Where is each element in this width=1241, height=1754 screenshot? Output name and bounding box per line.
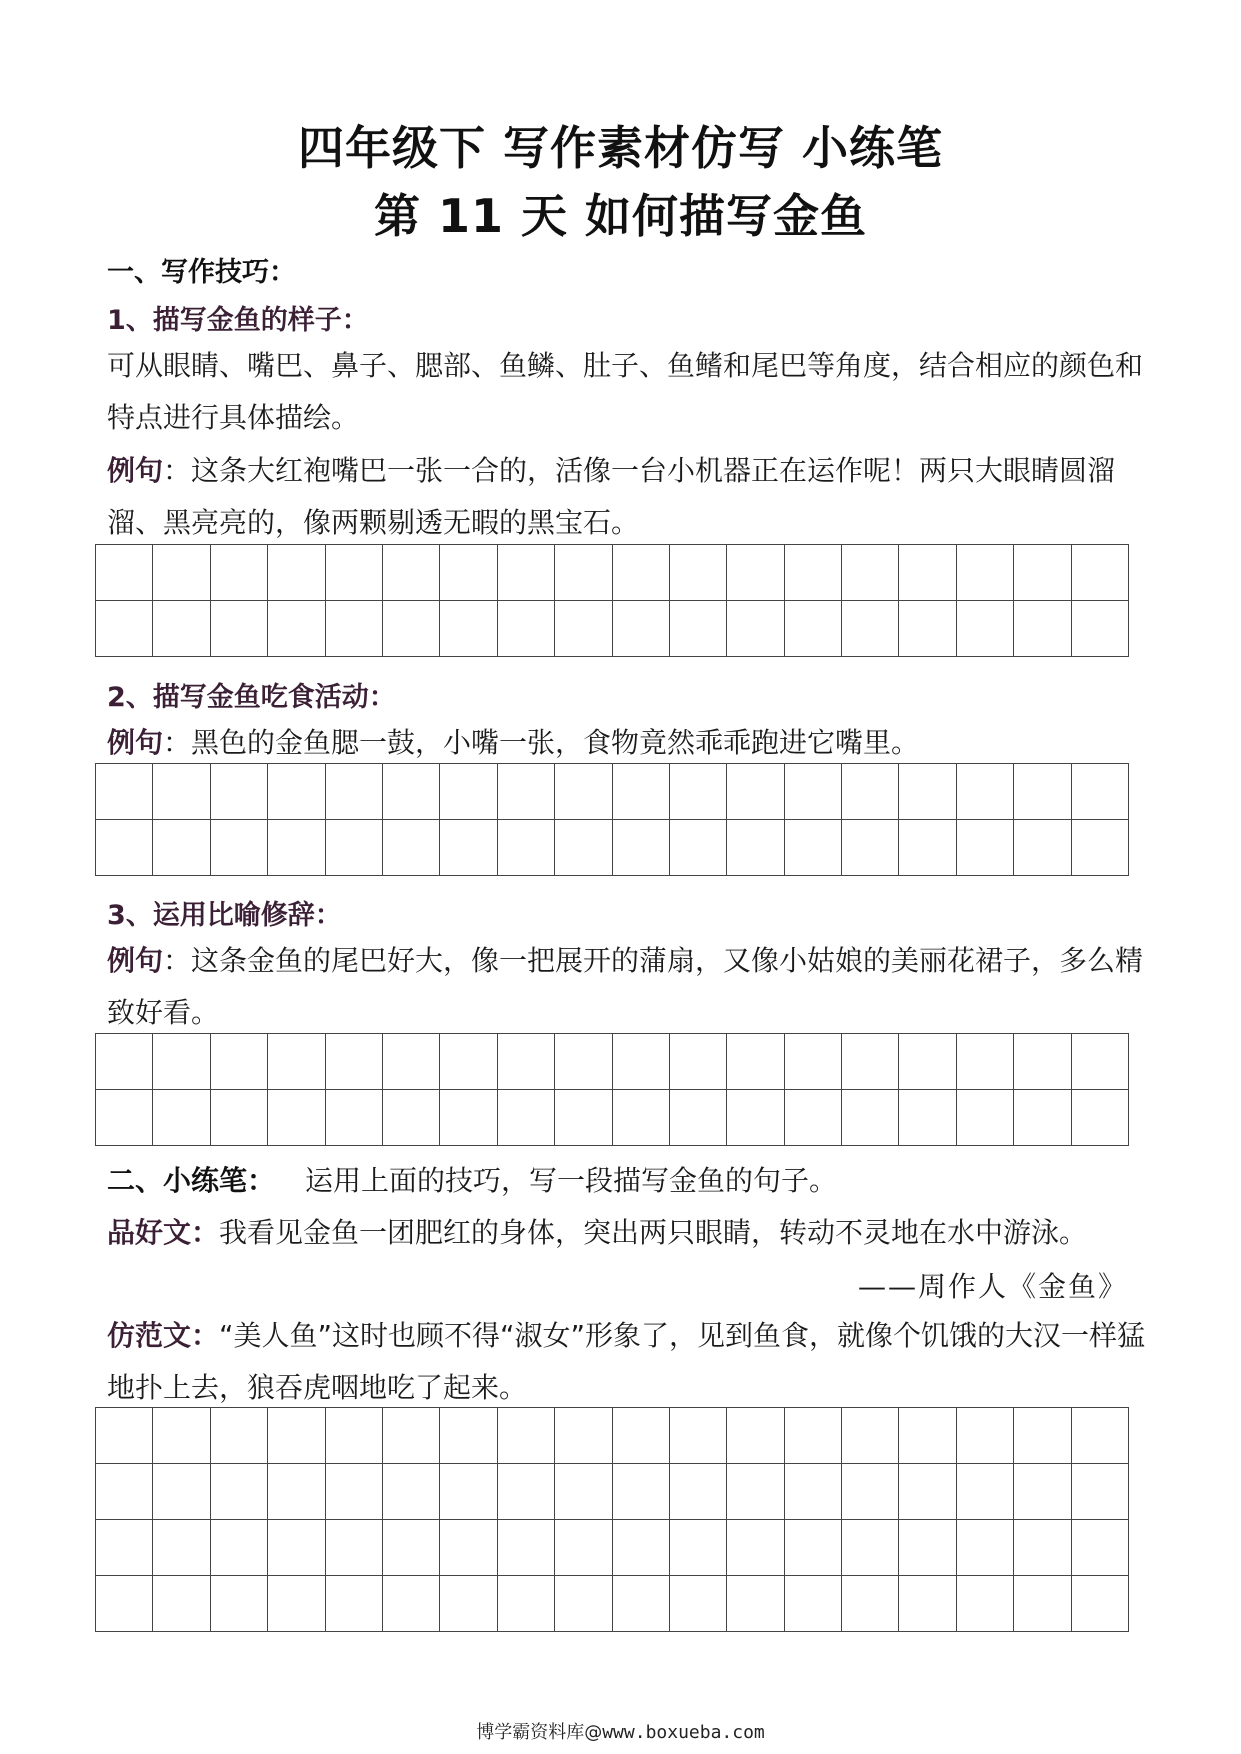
grid-cell[interactable] [842, 545, 899, 601]
grid-cell[interactable] [383, 1576, 440, 1632]
grid-cell[interactable] [268, 820, 325, 876]
section2-heading: 二、小练笔： [107, 1164, 276, 1197]
grid-cell[interactable] [957, 1090, 1014, 1146]
grid-cell[interactable] [498, 1464, 555, 1520]
grid-cell[interactable] [785, 1576, 842, 1632]
grid-cell[interactable] [211, 545, 268, 601]
grid-cell[interactable] [899, 820, 956, 876]
grid-cell[interactable] [440, 1464, 497, 1520]
grid-cell[interactable] [268, 545, 325, 601]
writing-grid-4[interactable] [95, 1407, 1129, 1632]
grid-cell[interactable] [153, 1576, 210, 1632]
grid-cell[interactable] [957, 601, 1014, 657]
grid-cell[interactable] [211, 764, 268, 820]
grid-cell[interactable] [211, 1464, 268, 1520]
grid-cell[interactable] [1014, 601, 1071, 657]
grid-cell[interactable] [555, 1034, 612, 1090]
grid-cell[interactable] [96, 1576, 153, 1632]
grid-cell[interactable] [555, 1576, 612, 1632]
grid-cell[interactable] [785, 1464, 842, 1520]
grid-cell[interactable] [383, 1408, 440, 1464]
grid-cell[interactable] [498, 545, 555, 601]
grid-cell[interactable] [153, 601, 210, 657]
grid-cell[interactable] [96, 1408, 153, 1464]
grid-cell[interactable] [440, 820, 497, 876]
grid-cell[interactable] [727, 764, 784, 820]
grid-cell[interactable] [383, 1090, 440, 1146]
grid-cell[interactable] [1072, 1464, 1129, 1520]
grid-cell[interactable] [785, 764, 842, 820]
grid-cell[interactable] [326, 545, 383, 601]
grid-cell[interactable] [785, 820, 842, 876]
grid-cell[interactable] [440, 545, 497, 601]
writing-grid-2[interactable] [95, 763, 1129, 876]
grid-cell[interactable] [785, 1520, 842, 1576]
grid-cell[interactable] [383, 1520, 440, 1576]
grid-cell[interactable] [153, 820, 210, 876]
grid-cell[interactable] [153, 1464, 210, 1520]
writing-grid-1[interactable] [95, 544, 1129, 657]
footer-site-name: 博学霸资料库@ [476, 1722, 603, 1743]
footer-watermark [0, 1718, 1241, 1744]
grid-cell[interactable] [899, 1034, 956, 1090]
page-subtitle: 第 11 天 如何描写金鱼 [373, 189, 868, 243]
grid-cell[interactable] [727, 1090, 784, 1146]
grid-cell[interactable] [670, 1408, 727, 1464]
grid-cell[interactable] [555, 601, 612, 657]
grid-cell[interactable] [670, 545, 727, 601]
grid-cell[interactable] [727, 545, 784, 601]
grid-cell[interactable] [957, 764, 1014, 820]
grid-cell[interactable] [96, 1034, 153, 1090]
grid-cell[interactable] [613, 1090, 670, 1146]
grid-cell[interactable] [727, 1034, 784, 1090]
grid-cell[interactable] [498, 601, 555, 657]
grid-cell[interactable] [957, 820, 1014, 876]
good-article-text: 我看见金鱼一团肥红的身体，突出两只眼睛，转动不灵地在水中游泳。 [219, 1216, 1088, 1249]
grid-cell[interactable] [785, 545, 842, 601]
grid-cell[interactable] [613, 1576, 670, 1632]
grid-cell[interactable] [326, 1520, 383, 1576]
grid-cell[interactable] [96, 1090, 153, 1146]
grid-cell[interactable] [899, 1520, 956, 1576]
grid-cell[interactable] [555, 764, 612, 820]
grid-cell[interactable] [153, 1520, 210, 1576]
grid-cell[interactable] [727, 1520, 784, 1576]
section2-instruction: 运用上面的技巧，写一段描写金鱼的句子。 [305, 1164, 838, 1197]
grid-cell[interactable] [1014, 545, 1071, 601]
grid-cell[interactable] [268, 1576, 325, 1632]
grid-cell[interactable] [957, 1464, 1014, 1520]
grid-cell[interactable] [727, 1576, 784, 1632]
grid-cell[interactable] [670, 820, 727, 876]
imitation-article [107, 1310, 1147, 1414]
writing-grid-3[interactable] [95, 1033, 1129, 1146]
grid-cell[interactable] [268, 1464, 325, 1520]
good-article-label: 品好文： [107, 1216, 220, 1249]
grid-cell[interactable] [670, 764, 727, 820]
grid-cell[interactable] [842, 764, 899, 820]
grid-cell[interactable] [785, 1034, 842, 1090]
grid-cell[interactable] [670, 1576, 727, 1632]
grid-cell[interactable] [1014, 1464, 1071, 1520]
grid-cell[interactable] [670, 1520, 727, 1576]
grid-cell[interactable] [383, 820, 440, 876]
grid-cell[interactable] [555, 1464, 612, 1520]
grid-cell[interactable] [498, 1408, 555, 1464]
grid-cell[interactable] [1072, 1520, 1129, 1576]
grid-cell[interactable] [1014, 1520, 1071, 1576]
good-article-source: ——周作人《金鱼》 [857, 1270, 1128, 1303]
grid-cell[interactable] [899, 1408, 956, 1464]
grid-cell[interactable] [1072, 601, 1129, 657]
grid-cell[interactable] [613, 764, 670, 820]
grid-cell[interactable] [1072, 1576, 1129, 1632]
grid-cell[interactable] [613, 1520, 670, 1576]
grid-cell[interactable] [440, 601, 497, 657]
grid-cell[interactable] [211, 1408, 268, 1464]
grid-cell[interactable] [153, 545, 210, 601]
grid-cell[interactable] [670, 1034, 727, 1090]
grid-cell[interactable] [96, 601, 153, 657]
grid-cell[interactable] [440, 1520, 497, 1576]
grid-cell[interactable] [326, 1034, 383, 1090]
grid-cell[interactable] [1072, 764, 1129, 820]
item2-heading: 2、描写金鱼吃食活动： [107, 682, 396, 713]
grid-cell[interactable] [1014, 1408, 1071, 1464]
grid-cell[interactable] [842, 1034, 899, 1090]
grid-cell[interactable] [326, 1464, 383, 1520]
good-article [107, 1207, 1147, 1259]
grid-cell[interactable] [957, 1520, 1014, 1576]
grid-cell[interactable] [211, 820, 268, 876]
grid-cell[interactable] [555, 545, 612, 601]
grid-cell[interactable] [1072, 1408, 1129, 1464]
grid-cell[interactable] [842, 1090, 899, 1146]
grid-cell[interactable] [1014, 820, 1071, 876]
grid-cell[interactable] [268, 1408, 325, 1464]
grid-cell[interactable] [1072, 1090, 1129, 1146]
grid-cell[interactable] [211, 1034, 268, 1090]
page-title: 四年级下 写作素材仿写 小练笔 [297, 121, 944, 175]
grid-cell[interactable] [899, 545, 956, 601]
grid-cell[interactable] [842, 1408, 899, 1464]
grid-cell[interactable] [211, 1090, 268, 1146]
grid-cell[interactable] [555, 1520, 612, 1576]
grid-cell[interactable] [1014, 1034, 1071, 1090]
grid-cell[interactable] [498, 820, 555, 876]
example-text: ：这条金鱼的尾巴好大，像一把展开的蒲扇，又像小姑娘的美丽花裙子，多么精致好看。 [107, 944, 1144, 1029]
grid-cell[interactable] [96, 820, 153, 876]
grid-cell[interactable] [957, 1408, 1014, 1464]
example-label: 例句 [107, 726, 164, 759]
grid-cell[interactable] [842, 820, 899, 876]
example-text: ：黑色的金鱼腮一鼓，小嘴一张，食物竟然乖乖跑进它嘴里。 [163, 726, 920, 759]
grid-cell[interactable] [613, 601, 670, 657]
example-label: 例句 [107, 454, 164, 487]
grid-cell[interactable] [555, 1090, 612, 1146]
grid-cell[interactable] [842, 601, 899, 657]
grid-cell[interactable] [899, 601, 956, 657]
grid-cell[interactable] [670, 601, 727, 657]
grid-cell[interactable] [153, 1090, 210, 1146]
grid-cell[interactable] [498, 764, 555, 820]
grid-cell[interactable] [899, 1090, 956, 1146]
grid-cell[interactable] [96, 764, 153, 820]
grid-cell[interactable] [842, 1464, 899, 1520]
grid-cell[interactable] [670, 1464, 727, 1520]
grid-cell[interactable] [96, 545, 153, 601]
grid-cell[interactable] [326, 601, 383, 657]
grid-cell[interactable] [211, 601, 268, 657]
grid-cell[interactable] [211, 1520, 268, 1576]
grid-cell[interactable] [440, 764, 497, 820]
grid-cell[interactable] [383, 764, 440, 820]
grid-cell[interactable] [326, 764, 383, 820]
grid-cell[interactable] [727, 820, 784, 876]
grid-cell[interactable] [211, 1576, 268, 1632]
grid-cell[interactable] [326, 1408, 383, 1464]
grid-cell[interactable] [899, 1464, 956, 1520]
grid-cell[interactable] [153, 1034, 210, 1090]
grid-cell[interactable] [268, 1034, 325, 1090]
section1-heading: 一、写作技巧： [107, 257, 296, 288]
grid-cell[interactable] [555, 820, 612, 876]
section2-header [107, 1155, 1147, 1207]
grid-cell[interactable] [1072, 545, 1129, 601]
imitation-label: 仿范文： [107, 1319, 220, 1352]
grid-cell[interactable] [727, 1464, 784, 1520]
grid-cell[interactable] [498, 1034, 555, 1090]
item1-description: 可从眼睛、嘴巴、鼻子、腮部、鱼鳞、肚子、鱼鳍和尾巴等角度，结合相应的颜色和特点进行具体描绘。 [107, 349, 1144, 434]
grid-cell[interactable] [727, 601, 784, 657]
grid-cell[interactable] [613, 545, 670, 601]
grid-cell[interactable] [498, 1090, 555, 1146]
grid-cell[interactable] [613, 1034, 670, 1090]
grid-cell[interactable] [498, 1520, 555, 1576]
item1-example [107, 445, 1147, 549]
grid-cell[interactable] [785, 601, 842, 657]
grid-cell[interactable] [899, 1576, 956, 1632]
grid-cell[interactable] [383, 545, 440, 601]
footer-url: www.boxueba.com [602, 1722, 765, 1743]
grid-cell[interactable] [957, 1034, 1014, 1090]
grid-cell[interactable] [613, 820, 670, 876]
grid-cell[interactable] [613, 1464, 670, 1520]
grid-cell[interactable] [440, 1090, 497, 1146]
grid-cell[interactable] [383, 1034, 440, 1090]
grid-cell[interactable] [440, 1034, 497, 1090]
grid-cell[interactable] [1014, 1090, 1071, 1146]
grid-cell[interactable] [383, 1464, 440, 1520]
imitation-text: “美人鱼”这时也顾不得“淑女”形象了，见到鱼食，就像个饥饿的大汉一样猛地扑上去，狼吞虎咽地吃了起来。 [107, 1319, 1146, 1404]
grid-cell[interactable] [268, 764, 325, 820]
grid-cell[interactable] [842, 1520, 899, 1576]
grid-cell[interactable] [268, 1520, 325, 1576]
grid-cell[interactable] [899, 764, 956, 820]
example-text: ：这条大红袍嘴巴一张一合的，活像一台小机器正在运作呢！两只大眼睛圆溜溜、黑亮亮的，像两颗剔透无暇的黑宝石。 [107, 454, 1116, 539]
item3-example [107, 935, 1147, 1039]
example-label: 例句 [107, 944, 164, 977]
grid-cell[interactable] [153, 764, 210, 820]
grid-cell[interactable] [96, 1464, 153, 1520]
grid-cell[interactable] [727, 1408, 784, 1464]
grid-cell[interactable] [957, 1576, 1014, 1632]
grid-cell[interactable] [326, 1576, 383, 1632]
grid-cell[interactable] [1014, 1576, 1071, 1632]
grid-cell[interactable] [153, 1408, 210, 1464]
item3-heading: 3、运用比喻修辞： [107, 900, 342, 931]
grid-cell[interactable] [1072, 820, 1129, 876]
grid-cell[interactable] [498, 1576, 555, 1632]
grid-cell[interactable] [785, 1090, 842, 1146]
grid-cell[interactable] [268, 601, 325, 657]
grid-cell[interactable] [1014, 764, 1071, 820]
grid-cell[interactable] [670, 1090, 727, 1146]
grid-cell[interactable] [440, 1408, 497, 1464]
grid-cell[interactable] [1072, 1034, 1129, 1090]
grid-cell[interactable] [326, 820, 383, 876]
grid-cell[interactable] [326, 1090, 383, 1146]
item2-example [107, 717, 1147, 769]
item1-heading: 1、描写金鱼的样子： [107, 305, 369, 336]
grid-cell[interactable] [957, 545, 1014, 601]
grid-cell[interactable] [383, 601, 440, 657]
grid-cell[interactable] [785, 1408, 842, 1464]
grid-cell[interactable] [96, 1520, 153, 1576]
grid-cell[interactable] [268, 1090, 325, 1146]
grid-cell[interactable] [440, 1576, 497, 1632]
grid-cell[interactable] [555, 1408, 612, 1464]
grid-cell[interactable] [842, 1576, 899, 1632]
grid-cell[interactable] [613, 1408, 670, 1464]
